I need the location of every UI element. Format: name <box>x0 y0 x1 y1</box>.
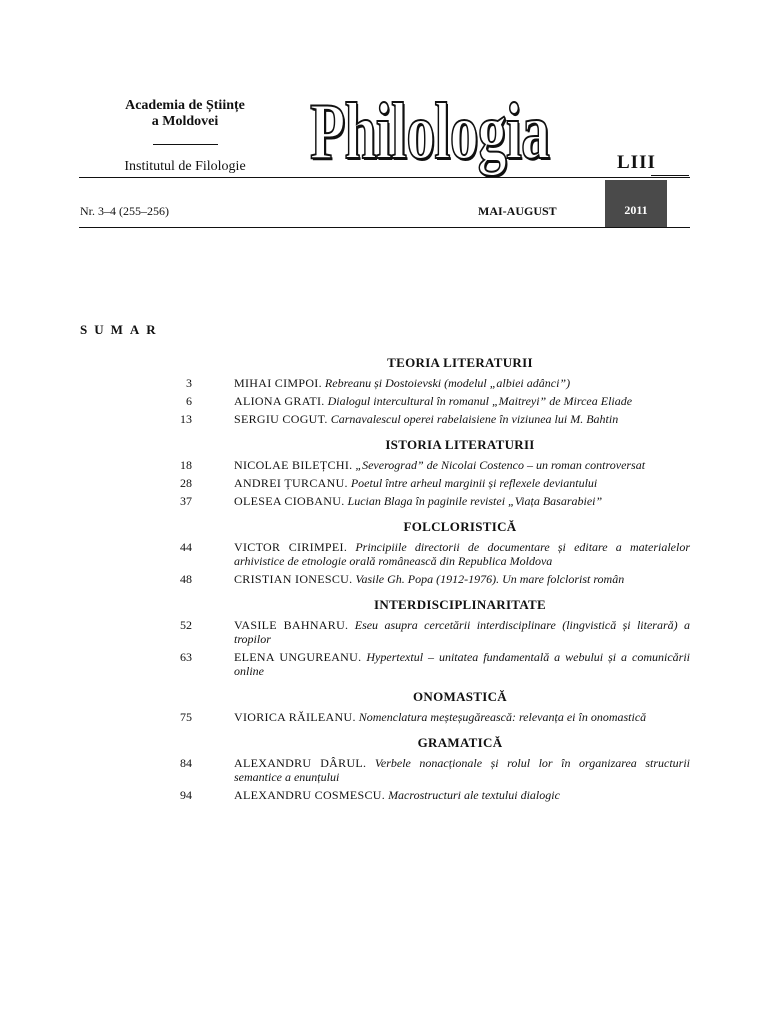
toc-title: Carnavalescul operei rabelaisiene în viziunea lui M. Bahtin <box>330 412 619 426</box>
toc-entry-text <box>234 494 690 508</box>
toc-title: Dialogul intercultural în romanul „Maitreyi” de Mircea Eliade <box>327 394 633 408</box>
toc-entry-text <box>234 458 690 472</box>
toc-entry-text <box>234 376 690 390</box>
toc-author: MIHAI CIMPOI. <box>234 376 322 390</box>
toc-section-heading: INTERDISCIPLINARITATE <box>374 597 546 612</box>
toc-author: VIORICA RĂILEANU. <box>234 710 356 724</box>
issue-number: Nr. 3–4 (255–256) <box>80 204 169 218</box>
toc-page-number: 37 <box>180 494 192 508</box>
institute-name: Institutul de Filologie <box>124 159 246 174</box>
toc-section-heading: ONOMASTICĂ <box>412 689 507 704</box>
toc-entry-text <box>234 476 690 490</box>
toc-page-number: 75 <box>180 710 192 724</box>
toc-entry[interactable] <box>160 376 690 390</box>
toc-page-number: 13 <box>180 412 192 426</box>
toc-author: ALEXANDRU COSMESCU. <box>234 788 386 802</box>
toc-page-number: 28 <box>180 476 192 490</box>
toc-author: ANDREI ȚURCANU. <box>234 476 348 490</box>
toc-entry[interactable] <box>160 710 690 724</box>
toc-entry-text <box>234 412 690 426</box>
toc-entry[interactable] <box>160 572 690 586</box>
toc-entry-text <box>234 650 690 678</box>
academy-name <box>80 98 290 130</box>
academy-line2: a Moldovei <box>151 114 219 129</box>
volume-underline <box>651 175 689 176</box>
toc-page-number: 84 <box>180 756 192 770</box>
toc-author: VASILE BAHNARU. <box>234 618 349 632</box>
toc-author: OLESEA CIOBANU. <box>234 494 345 508</box>
toc-author: ALEXANDRU DÂRUL. <box>234 756 367 770</box>
toc-author: ALIONA GRATI. <box>234 394 325 408</box>
toc-entry-text <box>234 788 690 802</box>
toc-entry[interactable] <box>160 458 690 472</box>
toc-page-number: 44 <box>180 540 192 554</box>
summary-heading: SUMAR <box>80 322 163 337</box>
toc-entry[interactable] <box>160 412 690 426</box>
toc-entry[interactable] <box>160 394 690 408</box>
toc-section-heading: TEORIA LITERATURII <box>387 355 533 370</box>
toc-entry[interactable] <box>160 756 690 784</box>
toc-title: Lucian Blaga în paginile revistei „Viața Basarabiei” <box>347 494 603 508</box>
toc-page-number: 48 <box>180 572 192 586</box>
toc-title: Principiile directorii de documentare și editare a materialelor arhivistice de etnologie orală românească din Republica Moldova <box>234 540 691 568</box>
toc-title: Nomenclatura meșteșugărească: relevanța ei în onomastică <box>358 710 647 724</box>
header-bottom-rule <box>79 227 690 228</box>
toc-entry-text <box>234 394 690 408</box>
toc-page-number: 94 <box>180 788 192 802</box>
volume-number: LIII <box>617 152 656 173</box>
toc-entry-text <box>234 756 690 784</box>
toc-title: Eseu asupra cercetării interdisciplinare (lingvistică și literară) a tropilor <box>234 618 691 646</box>
toc-entry-text <box>234 540 690 568</box>
toc-entry-text <box>234 618 690 646</box>
toc-author: NICOLAE BILEȚCHI. <box>234 458 353 472</box>
toc-page-number: 18 <box>180 458 192 472</box>
toc-entry-text <box>234 710 690 724</box>
year-label: 2011 <box>624 203 648 217</box>
toc-entry[interactable] <box>160 788 690 802</box>
toc-entry[interactable] <box>160 476 690 490</box>
toc-title: Macrostructuri ale textului dialogic <box>388 788 560 802</box>
toc-author: ELENA UNGUREANU. <box>234 650 362 664</box>
toc-entry[interactable] <box>160 650 690 678</box>
toc-page-number: 52 <box>180 618 192 632</box>
toc-entry[interactable] <box>160 540 690 568</box>
issue-period: MAI-AUGUST <box>478 204 557 218</box>
academy-divider <box>153 144 218 145</box>
toc-title: Poetul între arheul marginii și reflexele deviantului <box>350 476 598 490</box>
toc-entry-text <box>234 572 690 586</box>
toc-title: Hypertextul – unitatea fundamentală a webului și a comunicării online <box>234 650 690 678</box>
toc-page-number: 3 <box>186 376 192 390</box>
table-of-contents <box>160 355 690 806</box>
toc-author: SERGIU COGUT. <box>234 412 328 426</box>
toc-entry[interactable] <box>160 494 690 508</box>
toc-title: Verbele nonacționale și rolul lor în organizarea structurii semantice a enunțului <box>234 756 691 784</box>
toc-section-heading: FOLCLORISTICĂ <box>403 519 517 534</box>
year-badge <box>605 180 667 227</box>
academy-line1: Academia de Științe <box>125 98 245 113</box>
journal-logo: Philologia <box>310 88 550 176</box>
toc-author: CRISTIAN IONESCU. <box>234 572 353 586</box>
header-top-rule <box>79 177 690 178</box>
toc-page-number: 63 <box>180 650 192 664</box>
toc-title: Vasile Gh. Popa (1912-1976). Un mare folclorist român <box>355 572 625 586</box>
toc-section-heading: GRAMATICĂ <box>417 735 503 750</box>
toc-title: „Severograd” de Nicolai Costenco – un roman controversat <box>355 458 646 472</box>
toc-page-number: 6 <box>186 394 192 408</box>
toc-author: VICTOR CIRIMPEI. <box>234 540 348 554</box>
toc-title: Rebreanu și Dostoievski (modelul „albiei adânci”) <box>324 376 571 390</box>
toc-entry[interactable] <box>160 618 690 646</box>
toc-section-heading: ISTORIA LITERATURII <box>385 437 535 452</box>
